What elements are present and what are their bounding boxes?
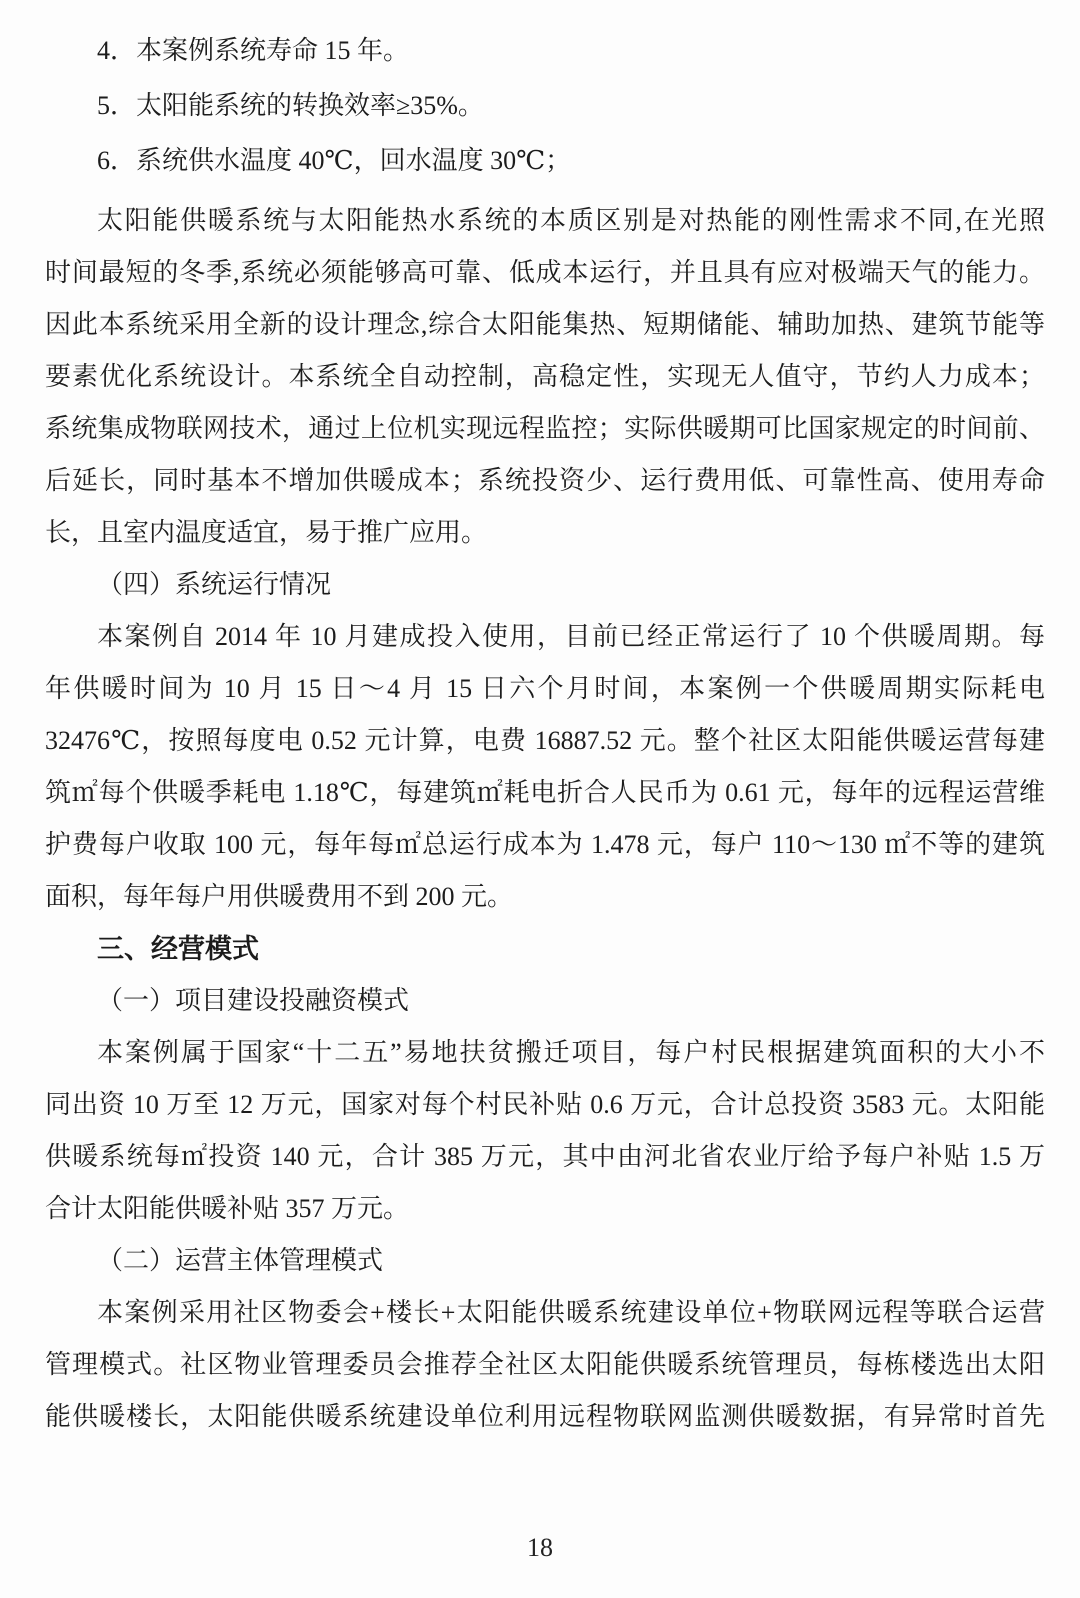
paragraph-line: 面积，每年每户用供暖费用不到 200 元。 (45, 882, 514, 911)
paragraph-line: 能供暖楼长，太阳能供暖系统建设单位利用远程物联网监测供暖数据，有异常时首先 (45, 1402, 1045, 1431)
numbered-item: 4．本案例系统寿命 15 年。 (97, 36, 410, 65)
paragraph-line: 系统集成物联网技术，通过上位机实现远程监控；实际供暖期可比国家规定的时间前、 (45, 414, 1045, 443)
paragraph-line: 后延长，同时基本不增加供暖成本；系统投资少、运行费用低、可靠性高、使用寿命 (45, 466, 1045, 495)
page-number: 18 (527, 1533, 553, 1562)
paragraph-line: 因此本系统采用全新的设计理念,综合太阳能集热、短期储能、辅助加热、建筑节能等 (45, 310, 1045, 339)
paragraph-line: 要素优化系统设计。本系统全自动控制，高稳定性，实现无人值守，节约人力成本； (45, 362, 1045, 391)
paragraph-line: 本案例采用社区物委会+楼长+太阳能供暖系统建设单位+物联网远程等联合运营 (97, 1298, 1045, 1327)
paragraph-line: 年供暖时间为 10 月 15 日～4 月 15 日六个月时间，本案例一个供暖周期实际耗电 (45, 674, 1045, 703)
numbered-item: 5．太阳能系统的转换效率≥35%。 (97, 91, 484, 120)
paragraph-line: 长，且室内温度适宜，易于推广应用。 (45, 518, 488, 547)
paragraph-line: 太阳能供暖系统与太阳能热水系统的本质区别是对热能的刚性需求不同,在光照 (97, 206, 1045, 235)
body-paragraph (45, 195, 1045, 559)
section-heading: 三、经营模式 (97, 934, 259, 964)
body-paragraph (45, 1287, 1045, 1443)
paragraph-line: 护费每户收取 100 元，每年每㎡总运行成本为 1.478 元，每户 110～130 ㎡不等的建筑 (45, 830, 1045, 859)
subsection-title: （四）系统运行情况 (97, 570, 332, 599)
paragraph-line: 时间最短的冬季,系统必须能够高可靠、低成本运行，并且具有应对极端天气的能力。 (45, 258, 1045, 287)
paragraph-line: 本案例属于国家“十二五”易地扶贫搬迁项目，每户村民根据建筑面积的大小不 (97, 1038, 1045, 1067)
body-paragraph (45, 1027, 1045, 1235)
paragraph-line: 本案例自 2014 年 10 月建成投入使用，目前已经正常运行了 10 个供暖周期。每 (97, 622, 1045, 651)
document-body (45, 23, 1045, 1443)
body-paragraph (45, 611, 1045, 923)
paragraph-line: 32476℃，按照每度电 0.52 元计算，电费 16887.52 元。整个社区太阳能供暖运营每建 (45, 726, 1045, 755)
paragraph-line: 合计太阳能供暖补贴 357 万元。 (45, 1194, 410, 1223)
numbered-item: 6．系统供水温度 40℃，回水温度 30℃； (97, 146, 572, 175)
paragraph-line: 管理模式。社区物业管理委员会推荐全社区太阳能供暖系统管理员，每栋楼选出太阳 (45, 1350, 1045, 1379)
subsection-title: （一）项目建设投融资模式 (97, 986, 410, 1015)
paragraph-line: 同出资 10 万至 12 万元，国家对每个村民补贴 0.6 万元，合计总投资 3583 元。太阳能 (45, 1090, 1045, 1119)
paragraph-line: 供暖系统每㎡投资 140 元，合计 385 万元，其中由河北省农业厅给予每户补贴 1.5 万 (45, 1142, 1045, 1171)
subsection-title: （二）运营主体管理模式 (97, 1246, 384, 1275)
paragraph-line: 筑㎡每个供暖季耗电 1.18℃，每建筑㎡耗电折合人民币为 0.61 元，每年的远程运营维 (45, 778, 1045, 807)
